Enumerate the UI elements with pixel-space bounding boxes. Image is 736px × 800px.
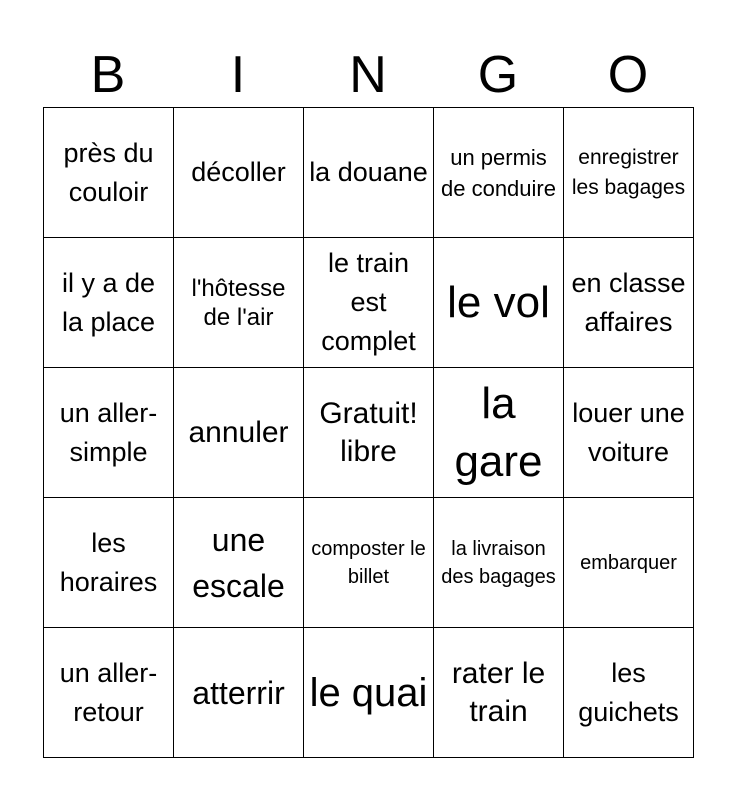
cell-text: en classe affaires — [571, 267, 686, 337]
bingo-row — [44, 368, 694, 498]
bingo-cell[interactable] — [174, 498, 304, 628]
cell-text: le vol — [447, 277, 550, 327]
bingo-cell[interactable] — [174, 368, 304, 498]
header-letter-b: B — [90, 46, 126, 104]
cell-text: la livraison des bagages — [441, 537, 556, 588]
bingo-row — [44, 238, 694, 368]
cell-text: atterrir — [192, 674, 285, 711]
header-letter-g: G — [477, 46, 519, 104]
cell-text: près du couloir — [63, 137, 154, 207]
bingo-cell[interactable] — [44, 108, 174, 238]
bingo-cell[interactable] — [434, 628, 564, 758]
cell-text: annuler — [188, 415, 289, 449]
bingo-cell[interactable] — [304, 368, 434, 498]
header-letter-o: O — [607, 46, 649, 104]
cell-text: Gratuit! libre — [319, 396, 418, 468]
bingo-row — [44, 108, 694, 238]
bingo-cell[interactable] — [174, 238, 304, 368]
bingo-header — [43, 44, 693, 106]
bingo-cell[interactable] — [304, 628, 434, 758]
bingo-card — [43, 107, 694, 758]
cell-text: rater le train — [451, 656, 546, 728]
bingo-cell[interactable] — [434, 368, 564, 498]
bingo-cell[interactable] — [564, 368, 694, 498]
cell-text: embarquer — [580, 551, 677, 574]
cell-text: une escale — [192, 521, 285, 604]
bingo-cell[interactable] — [434, 498, 564, 628]
cell-text: il y a de la place — [61, 267, 156, 337]
cell-text: composter le billet — [311, 537, 426, 588]
cell-text: le train est complet — [321, 248, 416, 356]
cell-text: l'hôtesse de l'air — [191, 274, 286, 331]
header-letter-i: I — [230, 46, 246, 104]
bingo-cell[interactable] — [434, 108, 564, 238]
cell-text: louer une voiture — [572, 397, 685, 467]
bingo-row — [44, 628, 694, 758]
cell-text: les guichets — [578, 657, 679, 727]
bingo-cell[interactable] — [434, 238, 564, 368]
cell-text: le quai — [309, 670, 428, 715]
cell-text: enregistrer les bagages — [571, 145, 686, 199]
bingo-cell[interactable] — [44, 238, 174, 368]
cell-text: un aller-simple — [59, 397, 158, 467]
bingo-cell[interactable] — [564, 498, 694, 628]
cell-text: la gare — [454, 378, 543, 486]
bingo-cell[interactable] — [304, 498, 434, 628]
bingo-cell[interactable] — [304, 108, 434, 238]
bingo-cell[interactable] — [564, 108, 694, 238]
cell-text: décoller — [191, 157, 286, 187]
bingo-cell[interactable] — [564, 238, 694, 368]
bingo-cell[interactable] — [44, 368, 174, 498]
bingo-cell[interactable] — [174, 108, 304, 238]
cell-text: la douane — [309, 157, 428, 187]
cell-text: un permis de conduire — [441, 144, 556, 201]
cell-text: les horaires — [59, 527, 158, 597]
bingo-cell[interactable] — [174, 628, 304, 758]
cell-text: un aller-retour — [59, 657, 158, 727]
bingo-cell[interactable] — [44, 628, 174, 758]
bingo-row — [44, 498, 694, 628]
bingo-cell[interactable] — [564, 628, 694, 758]
header-letter-n: N — [349, 46, 387, 104]
bingo-cell[interactable] — [304, 238, 434, 368]
bingo-cell[interactable] — [44, 498, 174, 628]
